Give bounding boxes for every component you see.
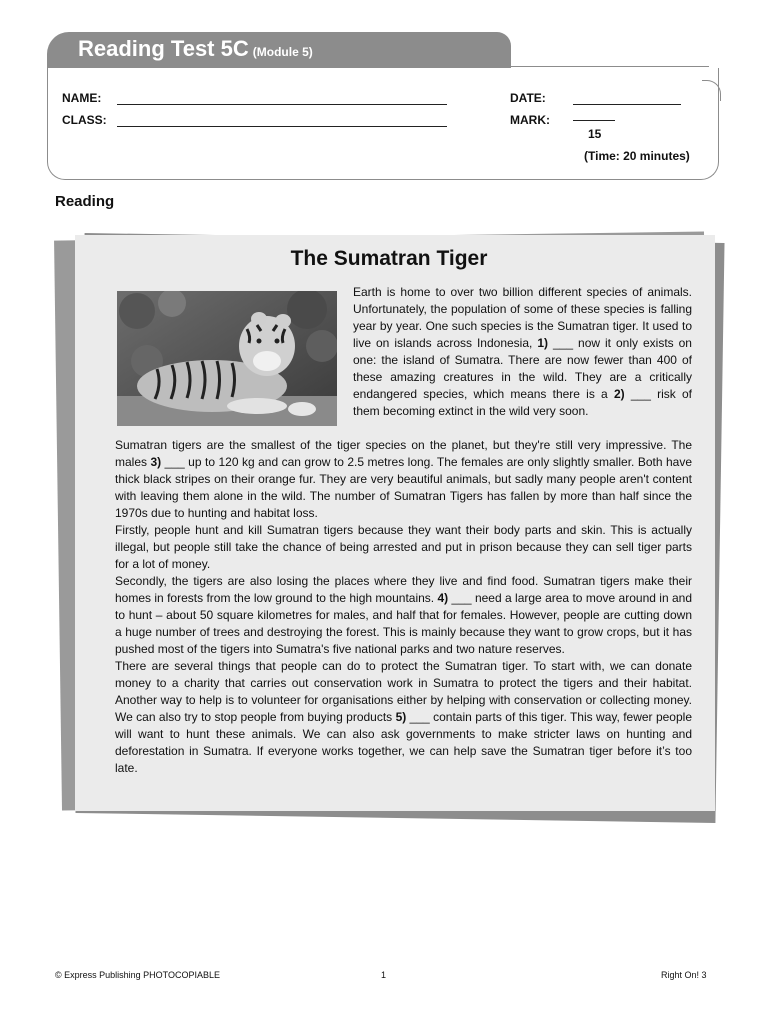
blank-5-line[interactable]: ___ — [409, 710, 430, 724]
time-note: (Time: 20 minutes) — [584, 149, 690, 163]
mark-field[interactable] — [573, 120, 615, 121]
paragraph-2 — [115, 437, 692, 522]
blank-3-line[interactable]: ___ — [164, 455, 185, 469]
paragraph-5 — [115, 658, 692, 777]
name-field[interactable] — [117, 104, 447, 105]
blank-2-number: 2) — [613, 387, 625, 401]
name-label: NAME: — [62, 91, 102, 105]
footer-page-number: 1 — [381, 970, 387, 980]
paragraph-3: Firstly, people hunt and kill Sumatran tigers because they want their body parts and skin. This is actually illegal, but people still take the chance of being arrested and put in prison because they can sell tiger parts for a lot of money. — [115, 523, 692, 571]
test-title — [78, 36, 313, 62]
blank-4-line[interactable]: ___ — [451, 591, 472, 605]
header-rule — [505, 66, 709, 67]
class-label: CLASS: — [62, 113, 107, 127]
article-body — [115, 437, 692, 777]
student-info-box — [47, 68, 719, 180]
date-label: DATE: — [510, 91, 546, 105]
blank-4-number: 4) — [437, 591, 449, 605]
article-intro — [353, 284, 692, 420]
article-title: The Sumatran Tiger — [290, 247, 488, 270]
p4-text-a: Secondly, the tigers are also losing the places where they live and find food. Sumatran tigers make their homes in forests from the low ground to the high mountains. — [115, 574, 692, 605]
p5-text-a: There are several things that people can do to protect the Sumatran tiger. To start with, we can donate money to a charity that carries out conservation work in Sumatra to protect the tigers and their habitat. Another way to help is to volunteer for organisations either by helping with conservation or collecting money. We can also try to stop people from buying products — [115, 659, 692, 724]
tiger-image-icon — [117, 291, 337, 426]
footer-copyright: © Express Publishing PHOTOCOPIABLE — [55, 970, 221, 980]
test-subtitle: (Module 5) — [252, 45, 313, 59]
p4-text-b: need a large area to move around in and to hunt – about 50 square kilometres for males, and half that for females. However, people are cutting down a huge number of trees and destroying the forest. This is mainly because they want to grow crops, but it has pushed most of the tigers into Sumatra's five national parks and two nature reserves. — [115, 591, 692, 656]
tiger-photo — [117, 291, 337, 426]
mark-total: 15 — [588, 127, 602, 141]
blank-1-line[interactable]: ___ — [553, 336, 574, 350]
blank-1-number: 1) — [537, 336, 549, 350]
blank-5-number: 5) — [395, 710, 407, 724]
p2-text-b: up to 120 kg and can grow to 2.5 metres long. The females are only slightly smaller. Both have thick black stripes on their orange fur. They are very beautiful animals, but sadly many people aren't content with leaving them alone in the wild. The number of Sumatran Tigers has fallen by more than half since the 1970s due to hunting and habitat loss. — [115, 455, 693, 520]
date-field[interactable] — [573, 104, 681, 105]
test-title-text: Reading Test 5C — [78, 36, 249, 61]
intro-text-3: risk of them becoming extinct in the wild very soon. — [353, 387, 692, 418]
class-field[interactable] — [117, 126, 447, 127]
intro-text-2: now it only exists on one: the island of Sumatra. There are now fewer than 400 of these amazing creatures in the wild. They are a critically endangered species, which means there is a — [353, 336, 692, 401]
intro-text: Earth is home to over two billion different species of animals. Unfortunately, the population of some of these species is falling year by year. One such species is the Sumatran tiger. It used to live on islands across Indonesia, — [353, 285, 692, 350]
section-heading: Reading — [55, 193, 115, 210]
mark-label: MARK: — [510, 113, 550, 127]
footer-book-title: Right On! 3 — [661, 970, 707, 980]
blank-3-number: 3) — [150, 455, 162, 469]
paragraph-4 — [115, 573, 692, 658]
p5-text-b: contain parts of this tiger. This way, fewer people will want to hunt these animals. We can also ask governments to make stricter laws on hunting and deforestation in Sumatra. If everyone works together, we can help save the Sumatran tiger before it’s too late. — [115, 710, 692, 775]
p2-text-a: Sumatran tigers are the smallest of the tiger species on the planet, but they're still very impressive. The males — [115, 438, 692, 469]
blank-2-line[interactable]: ___ — [630, 387, 651, 401]
